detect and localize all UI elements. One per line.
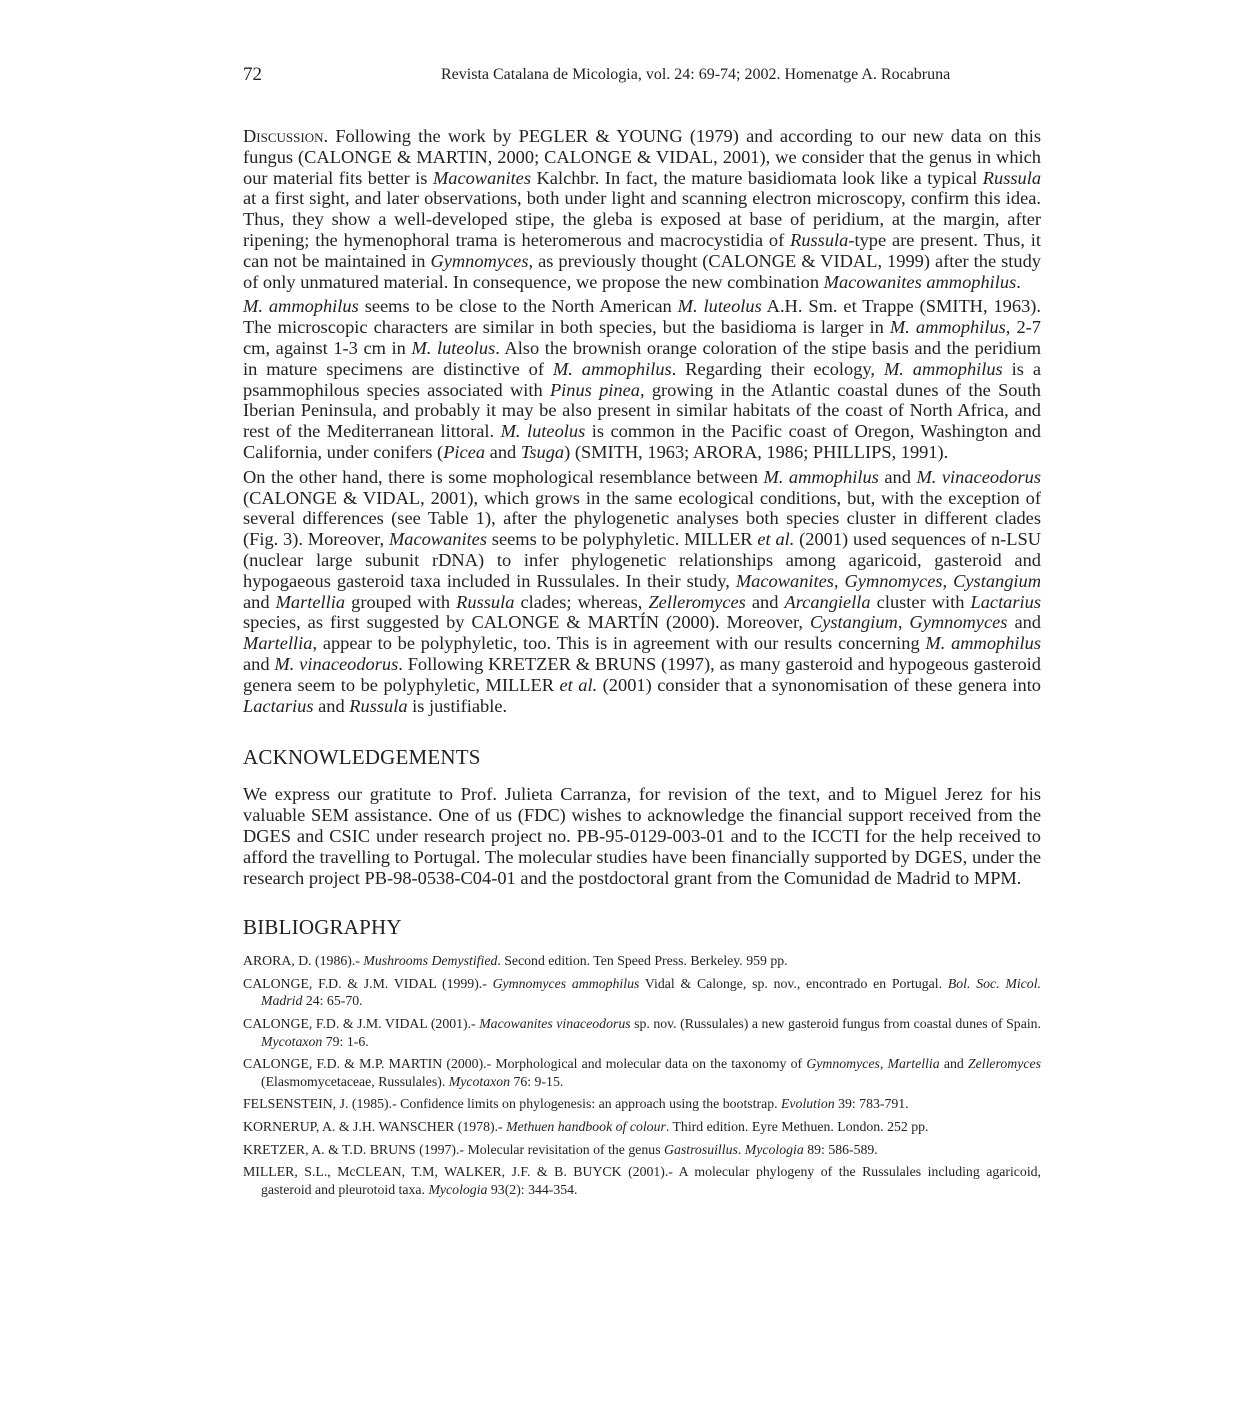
bibliography-heading: BIBLIOGRAPHY	[243, 915, 402, 940]
reference-kornerup-1978: KORNERUP, A. & J.H. WANSCHER (1978).- Methuen handbook of colour. Third edition. Eyre Methuen. London. 252 pp.	[243, 1119, 929, 1135]
discussion-label: Discussion.	[243, 126, 329, 146]
acknowledgements-text: We express our gratitute to Prof. Julieta Carranza, for revision of the text, and to Miguel Jerez for his valuable SEM assistance. One of us (FDC) wishes to acknowledge the financial support received from the DGES and CSIC under research project no. PB-95-0129-003-01 and to the ICCTI for the help received to afford the travelling to Portugal. The molecular studies have been financially supported by DGES, under the research project PB-98-0538-C04-01 and the postdoctoral grant from the Comunidad de Madrid to MPM.	[243, 784, 1041, 888]
discussion-paragraph-1: Discussion. Following the work by PEGLER & YOUNG (1979) and according to our new data on this fungus (CALONGE & MARTIN, 2000; CALONGE & VIDAL, 2001), we consider that the genus in which our material fits better is Macowanites Kalchbr. In fact, the mature basidiomata look like a typical Russula at a first sight, and later observations, both under light and scanning electron microscopy, confirm this idea. Thus, they show a well-developed stipe, the gleba is exposed at base of peridium, at the margin, after ripening; the hymenophoral trama is heteromerous and macrocystidia of Russula-type are present. Thus, it can not be maintained in Gymnomyces, as previously thought (CALONGE & VIDAL, 1999) after the study of only unmatured material. In consequence, we propose the new combination Macowanites ammophilus.	[243, 126, 1042, 292]
discussion-paragraph-2: M. ammophilus seems to be close to the North American M. luteolus A.H. Sm. et Trappe (SMITH, 1963). The microscopic characters are similar in both species, but the basidioma is larger in M. ammophilus, 2-7 cm, against 1-3 cm in M. luteolus. Also the brownish orange coloration of the stipe basis and the peridium in mature specimens are distinctive of M. ammophilus. Regarding their ecology, M. ammophilus is a psammophilous species associated with Pinus pinea, growing in the Atlantic coastal dunes of the South Iberian Peninsula, and probably it may be also present in similar habitats of the coast of North Africa, and rest of the Mediterranean littoral. M. luteolus is common in the Pacific coast of Oregon, Washington and California, under conifers (Picea and Tsuga) (SMITH, 1963; ARORA, 1986; PHILLIPS, 1991).	[243, 296, 1042, 462]
article-body	[243, 126, 1041, 1203]
reference-kretzer-bruns-1997: KRETZER, A. & T.D. BRUNS (1997).- Molecular revisitation of the genus Gastrosuillus. Mycologia 89: 586-589.	[243, 1141, 878, 1157]
page-number: 72	[243, 64, 262, 85]
reference-miller-2001: MILLER, S.L., McCLEAN, T.M, WALKER, J.F. & B. BUYCK (2001).- A molecular phylogeny of the Russulales including agaricoid, gasteroid and pleurotoid taxa. Mycologia 93(2): 344-354.	[243, 1164, 1041, 1197]
acknowledgements-heading: ACKNOWLEDGEMENTS	[243, 745, 481, 770]
discussion-paragraph-3: On the other hand, there is some mophological resemblance between M. ammophilus and M. vinaceodorus (CALONGE & VIDAL, 2001), which grows in the same ecological conditions, but, with the exception of several differences (see Table 1), after the phylogenetic analyses both species cluster in different clades (Fig. 3). Moreover, Macowanites seems to be polyphyletic. MILLER et al. (2001) used sequences of n-LSU (nuclear large subunit rDNA) to infer phylogenetic relationships among agaricoid, gasteroid and hypogaeous gasteroid taxa included in Russulales. In their study, Macowanites, Gymnomyces, Cystangium and Martellia grouped with Russula clades; whereas, Zelleromyces and Arcangiella cluster with Lactarius species, as first suggested by CALONGE & MARTÍN (2000). Moreover, Cystangium, Gymnomyces and Martellia, appear to be polyphyletic, too. This is in agreement with our results concerning M. ammophilus and M. vinaceodorus. Following KRETZER & BRUNS (1997), as many gasteroid and hypogeous gasteroid genera seem to be polyphyletic, MILLER et al. (2001) consider that a synonomisation of these genera into Lactarius and Russula is justifiable.	[243, 466, 1042, 716]
reference-arora-1986: ARORA, D. (1986).- Mushrooms Demystified. Second edition. Ten Speed Press. Berkeley. 959 pp.	[243, 953, 788, 969]
running-header	[243, 60, 1041, 90]
reference-list	[243, 952, 1041, 1198]
reference-calonge-vidal-1999: CALONGE, F.D. & J.M. VIDAL (1999).- Gymnomyces ammophilus Vidal & Calonge, sp. nov., encontrado en Portugal. Bol. Soc. Micol. Madrid 24: 65-70.	[243, 975, 1041, 1009]
reference-felsenstein-1985: FELSENSTEIN, J. (1985).- Confidence limits on phylogenesis: an approach using the bootstrap. Evolution 39: 783-791.	[243, 1096, 909, 1112]
reference-calonge-vidal-2001: CALONGE, F.D. & J.M. VIDAL (2001).- Macowanites vinaceodorus sp. nov. (Russulales) a new gasteroid fungus from coastal dunes of Spain. Mycotaxon 79: 1-6.	[243, 1016, 1042, 1049]
reference-calonge-martin-2000: CALONGE, F.D. & M.P. MARTIN (2000).- Morphological and molecular data on the taxonomy of Gymnomyces, Martellia and Zelleromyces (Elasmomycetaceae, Russulales). Mycotaxon 76: 9-15.	[243, 1056, 1041, 1089]
journal-citation: Revista Catalana de Micologia, vol. 24: 69-74; 2002. Homenatge A. Rocabruna	[441, 66, 951, 83]
